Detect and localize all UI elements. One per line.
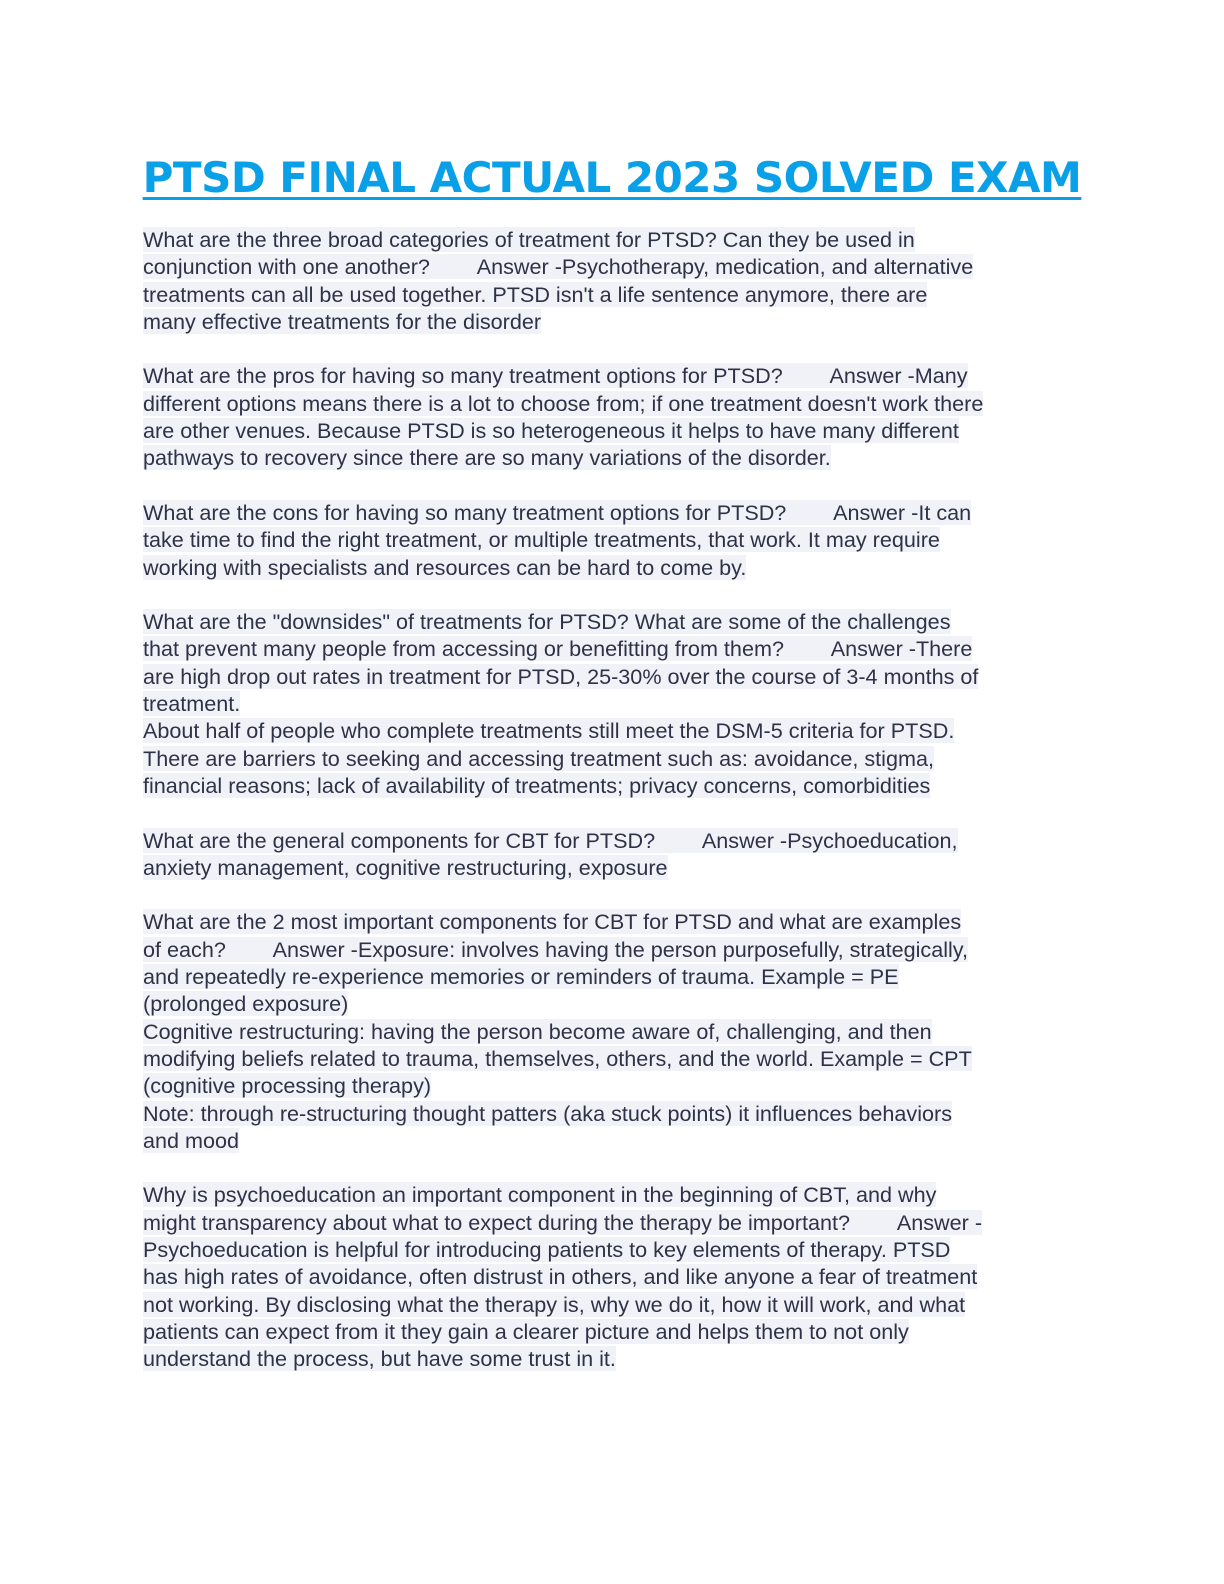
- text-line-content: What are the cons for having so many treatment options for PTSD? Answer -It can: [143, 499, 972, 525]
- text-line: [143, 1072, 1078, 1099]
- text-line: [143, 1345, 1078, 1372]
- text-line: [143, 253, 1078, 280]
- text-line-content: are other venues. Because PTSD is so heterogeneous it helps to have many different: [143, 418, 959, 444]
- text-line-content: treatments can all be used together. PTSD isn't a life sentence anymore, there are: [143, 281, 928, 307]
- qa-block: [143, 908, 1078, 1154]
- text-line-content: pathways to recovery since there are so many variations of the disorder.: [143, 445, 831, 471]
- text-line: [143, 308, 1078, 335]
- text-line-content: Why is psychoeducation an important component in the beginning of CBT, and why: [143, 1182, 937, 1208]
- text-line: [143, 1045, 1078, 1072]
- text-line-content: working with specialists and resources can be hard to come by.: [143, 554, 747, 580]
- text-line: [143, 1100, 1078, 1127]
- text-line: [143, 499, 1078, 526]
- text-line-content: that prevent many people from accessing or benefitting from them? Answer -There: [143, 636, 973, 662]
- text-line-content: of each? Answer -Exposure: involves having the person purposefully, strategically,: [143, 936, 968, 962]
- text-line: [143, 362, 1078, 389]
- text-line: [143, 526, 1078, 553]
- text-line: [143, 690, 1078, 717]
- text-line: [143, 417, 1078, 444]
- text-line: [143, 1318, 1078, 1345]
- text-line: [143, 608, 1078, 635]
- text-line: [143, 554, 1078, 581]
- text-line-content: (prolonged exposure): [143, 991, 349, 1017]
- text-line-content: and mood: [143, 1127, 240, 1153]
- text-line: [143, 444, 1078, 471]
- text-line-content: understand the process, but have some trust in it.: [143, 1346, 616, 1372]
- page-title: PTSD FINAL ACTUAL 2023 SOLVED EXAM: [142, 153, 1082, 202]
- text-line: [143, 772, 1078, 799]
- text-line: [143, 1291, 1078, 1318]
- text-line-content: patients can expect from it they gain a clearer picture and helps them to not only: [143, 1318, 909, 1344]
- qa-block: [143, 362, 1078, 471]
- text-line: [143, 390, 1078, 417]
- text-line: [143, 717, 1078, 744]
- text-line-content: different options means there is a lot to choose from; if one treatment doesn't work there: [143, 390, 984, 416]
- text-line-content: has high rates of avoidance, often distrust in others, and like anyone a fear of treatment: [143, 1264, 978, 1290]
- text-line: [143, 854, 1078, 881]
- text-line: [143, 1209, 1078, 1236]
- text-line-content: There are barriers to seeking and accessing treatment such as: avoidance, stigma,: [143, 745, 934, 771]
- text-line-content: treatment.: [143, 691, 241, 717]
- qa-block: [143, 1181, 1078, 1372]
- text-line: [143, 663, 1078, 690]
- text-line: [143, 1263, 1078, 1290]
- text-line: [143, 908, 1078, 935]
- text-line-content: might transparency about what to expect during the therapy be important? Answer -: [143, 1209, 983, 1235]
- text-line-content: What are the "downsides" of treatments for PTSD? What are some of the challenges: [143, 609, 951, 635]
- text-line-content: financial reasons; lack of availability of treatments; privacy concerns, comorbidities: [143, 772, 931, 798]
- text-line-content: modifying beliefs related to trauma, themselves, others, and the world. Example = CPT: [143, 1045, 972, 1071]
- qa-block: [143, 226, 1078, 335]
- text-line-content: (cognitive processing therapy): [143, 1073, 432, 1099]
- text-line-content: and repeatedly re-experience memories or reminders of trauma. Example = PE: [143, 964, 899, 990]
- text-line-content: Cognitive restructuring: having the person become aware of, challenging, and then: [143, 1018, 932, 1044]
- text-line: [143, 1181, 1078, 1208]
- text-line-content: anxiety management, cognitive restructuring, exposure: [143, 854, 668, 880]
- document-body: [143, 226, 1078, 1400]
- text-line-content: About half of people who complete treatments still meet the DSM-5 criteria for PTSD.: [143, 718, 955, 744]
- text-line: [143, 1127, 1078, 1154]
- text-line: [143, 1236, 1078, 1263]
- text-line: [143, 281, 1078, 308]
- text-line-content: What are the three broad categories of treatment for PTSD? Can they be used in: [143, 227, 915, 252]
- text-line: [143, 1018, 1078, 1045]
- text-line: [143, 936, 1078, 963]
- text-line: [143, 990, 1078, 1017]
- text-line: [143, 827, 1078, 854]
- text-line: [143, 226, 1078, 253]
- text-line-content: What are the general components for CBT for PTSD? Answer -Psychoeducation,: [143, 827, 958, 853]
- text-line: [143, 635, 1078, 662]
- text-line-content: What are the pros for having so many treatment options for PTSD? Answer -Many: [143, 363, 968, 389]
- text-line-content: take time to find the right treatment, or multiple treatments, that work. It may require: [143, 527, 940, 553]
- text-line-content: Note: through re-structuring thought patters (aka stuck points) it influences behaviors: [143, 1100, 952, 1126]
- text-line-content: many effective treatments for the disorder: [143, 308, 542, 334]
- qa-block: [143, 499, 1078, 581]
- text-line: [143, 963, 1078, 990]
- text-line-content: are high drop out rates in treatment for PTSD, 25-30% over the course of 3-4 months of: [143, 663, 979, 689]
- qa-block: [143, 608, 1078, 799]
- text-line-content: Psychoeducation is helpful for introducing patients to key elements of therapy. PTSD: [143, 1236, 951, 1262]
- text-line-content: conjunction with one another? Answer -Psychotherapy, medication, and alternative: [143, 254, 974, 280]
- text-line: [143, 745, 1078, 772]
- text-line-content: What are the 2 most important components for CBT for PTSD and what are examples: [143, 909, 962, 935]
- text-line-content: not working. By disclosing what the therapy is, why we do it, how it will work, and what: [143, 1291, 966, 1317]
- qa-block: [143, 827, 1078, 882]
